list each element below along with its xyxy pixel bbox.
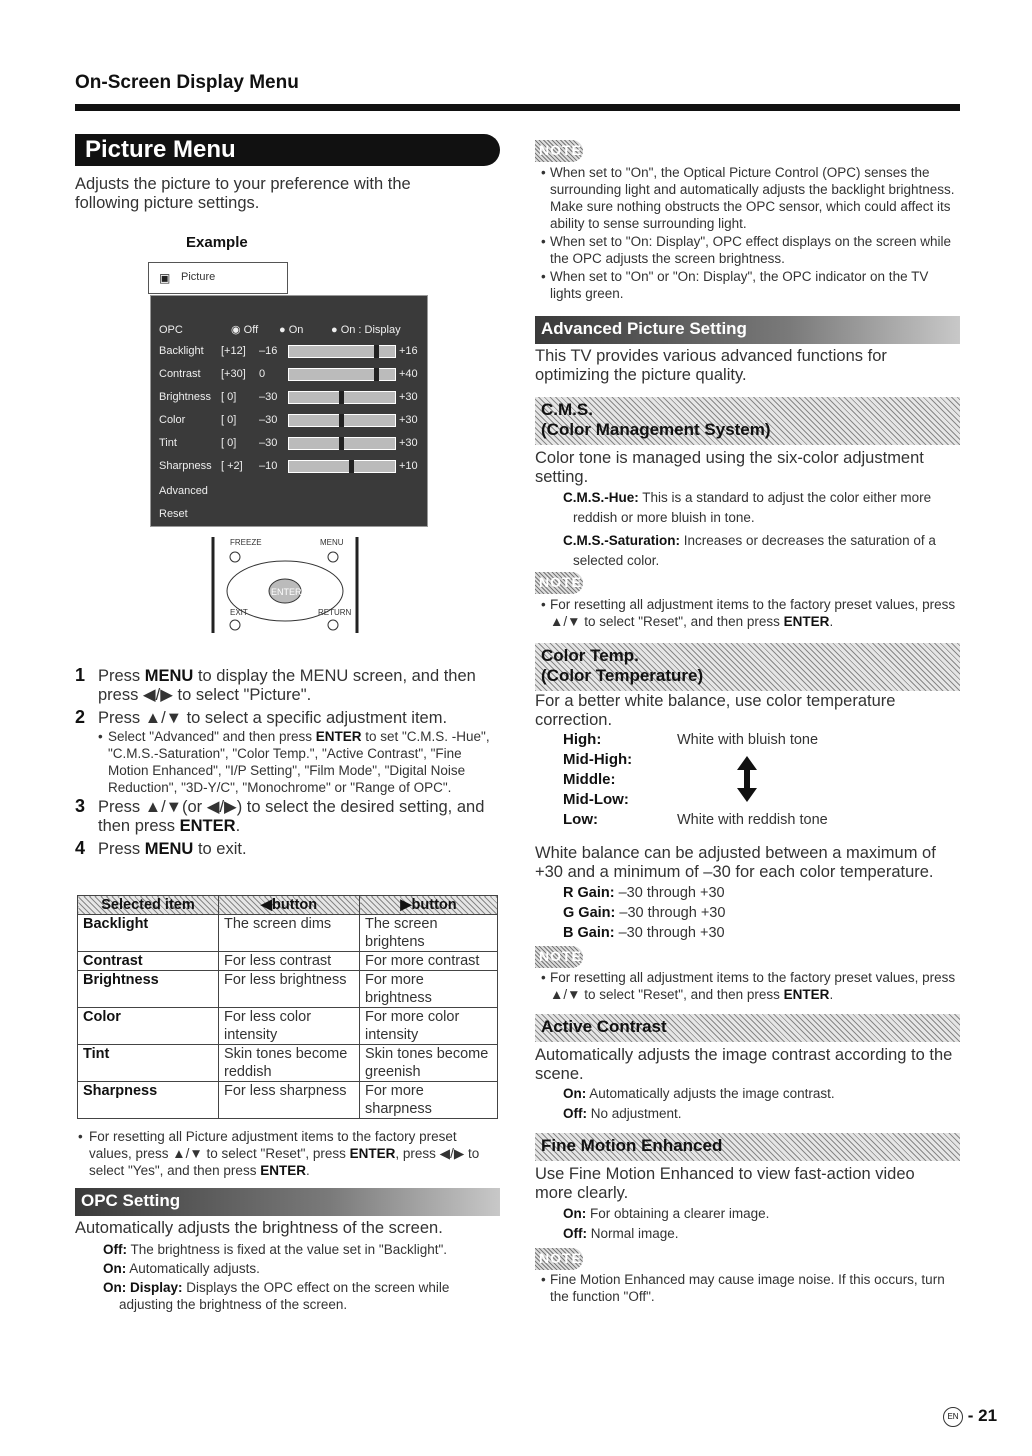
table-header-cell: ◀button [219,896,360,915]
remote-exit-label: EXIT [230,608,248,617]
osd-row-label: Tint [159,437,177,449]
color-temp-title: Color Temp. (Color Temperature) [541,646,704,685]
active-contrast-title: Active Contrast [541,1017,667,1036]
osd-slider [288,345,396,358]
osd-tab-label: Picture [181,271,216,283]
table-item-cell: Tint [78,1045,219,1082]
osd-row-label: Brightness [159,391,211,403]
step-2-sub: • Select "Advanced" and then press ENTER to set "C.M.S. -Hue", "C.M.S.-Saturation", "Color Temp.", "Active Contrast", "Fine Motion Enhanced", "I/P Setting", "Film Mode", "Digital Noise Reduction", "3D-Y/C", "Monochrome" or "Range of OPC". [98,729,490,795]
table-item-cell: Backlight [78,915,219,952]
tv-icon: ▣ [159,271,171,285]
table-header-row [78,896,498,915]
active-contrast-item: Off: No adjustment. [563,1106,682,1121]
active-contrast-items [563,1084,835,1124]
table-row [78,971,498,1008]
advanced-setting-banner [535,316,960,344]
cms-banner [535,397,960,445]
osd-row-max: +16 [399,345,418,357]
level-label: Low: [563,811,598,828]
osd-row-label: Backlight [159,345,204,357]
table-row [78,915,498,952]
fine-motion-item: Off: Normal image. [563,1226,679,1241]
slider-marker [349,460,354,473]
opc-item: Off: The brightness is fixed at the value set in "Backlight". [103,1242,448,1257]
fine-motion-title: Fine Motion Enhanced [541,1136,723,1155]
table-item-cell: Brightness [78,971,219,1008]
osd-row-max: +30 [399,437,418,449]
step-2: 2 Press ▲/▼ to select a specific adjustment item. [75,707,448,727]
radio-icon: ● [279,324,289,336]
osd-row-max: +30 [399,414,418,426]
table-cell: For less color intensity [219,1008,360,1045]
osd-row-min: –30 [259,391,278,403]
table-row [78,1008,498,1045]
cms-intro: Color tone is managed using the six-color adjustment setting. [535,449,924,486]
table-cell: For more brightness [360,971,498,1008]
opc-item: On: Automatically adjusts. [103,1261,260,1276]
osd-row-min: 0 [259,368,266,380]
osd-slider [288,437,396,450]
radio-icon: ● [331,324,341,336]
example-label: Example [186,234,248,251]
opc-item: On: Display: Displays the OPC effect on the screen while adjusting the brightness of the screen. [103,1280,450,1312]
gain-item: R Gain: –30 through +30 [563,885,725,901]
table-header-cell: ▶button [360,896,498,915]
step-3: 3 Press ▲/▼(or ◀/▶) to select the desired setting, and then press ENTER. [75,796,485,835]
page-header-title: On-Screen Display Menu [75,72,299,93]
steps-list [75,667,505,859]
picture-reset-note: • For resetting all Picture adjustment items to the factory preset values, press ▲/▼ to select "Reset", press ENTER, press ◀/▶ to select "Yes", and then press ENTER. [78,1129,480,1178]
fine-motion-note: • Fine Motion Enhanced may cause image noise. If this occurs, turn the function "Off". [550,1271,960,1305]
table-header-cell: Selected item [78,896,219,915]
osd-row-max: +40 [399,368,418,380]
picture-settings-table [77,895,498,1119]
osd-row-max: +10 [399,460,418,472]
note-item: • When set to "On", the Optical Picture Control (OPC) senses the surrounding light and automatically adjusts the backlight brightness. Make sure nothing obstructs the OPC sensor, which could affect its ability to sense surrounding light. [550,164,960,232]
slider-marker [339,391,344,404]
osd-reset: Reset [159,508,188,520]
osd-row-value: [ 0] [221,437,237,449]
cms-item: C.M.S.-Hue: This is a standard to adjust the color either more reddish or more bluish in tone. [563,490,932,525]
osd-row-label: Contrast [159,368,201,380]
color-temp-note: • For resetting all adjustment items to the factory preset values, press ▲/▼ to select "Reset", and then press ENTER. [541,970,956,1002]
note-item: • When set to "On: Display", OPC effect displays on the screen while the OPC adjusts the screen brightness. [550,233,960,267]
osd-slider [288,414,396,427]
remote-return-label: RETURN [318,608,352,617]
table-cell: Skin tones become greenish [360,1045,498,1082]
osd-slider [288,391,396,404]
double-arrow-icon [735,756,759,802]
picture-menu-intro: Adjusts the picture to your preference with the following picture settings. [75,175,411,212]
osd-opc-label: OPC [159,324,183,336]
osd-opc-off: ◉ Off [231,324,259,336]
active-contrast-item: On: Automatically adjusts the image contrast. [563,1086,835,1101]
osd-advanced: Advanced [159,485,208,497]
active-contrast-banner [535,1014,960,1042]
slider-marker [374,368,379,381]
opc-setting-items [103,1241,501,1313]
remote-control-illustration [205,535,365,635]
advanced-intro: This TV provides various advanced functions for optimizing the picture quality. [535,347,887,384]
picture-menu-banner [75,134,500,166]
color-temp-intro: For a better white balance, use color temperature correction. [535,692,896,729]
table-item-cell: Color [78,1008,219,1045]
fine-motion-intro: Use Fine Motion Enhanced to view fast-action video more clearly. [535,1165,915,1202]
osd-opc-on: ● On [279,324,304,336]
picture-menu-title: Picture Menu [85,136,236,163]
fine-motion-item: On: For obtaining a clearer image. [563,1206,770,1221]
osd-row-min: –16 [259,345,278,357]
page-number: EN - 21 [943,1406,997,1427]
table-cell: For more contrast [360,952,498,971]
fine-motion-banner [535,1133,960,1161]
osd-row-min: –30 [259,437,278,449]
gain-item: B Gain: –30 through +30 [563,925,725,941]
level-label: Mid-High: [563,751,633,768]
step-4: 4 Press MENU to exit. [75,838,247,858]
osd-row-value: [+30] [221,368,246,380]
cms-note: • For resetting all adjustment items to the factory preset values, press ▲/▼ to select "Reset", and then press ENTER. [541,597,956,629]
gain-items [563,883,725,943]
osd-menu-tab [148,262,288,294]
note-badge: NOTE [535,1248,583,1270]
osd-row-label: Sharpness [159,460,212,472]
osd-screen [150,295,428,527]
remote-menu-label: MENU [320,538,344,547]
table-cell: For less sharpness [219,1082,360,1119]
note-item: • When set to "On" or "On: Display", the OPC indicator on the TV lights green. [550,268,960,302]
white-balance-text: White balance can be adjusted between a maximum of +30 and a minimum of –30 for each color temperature. [535,844,936,881]
table-row [78,952,498,971]
osd-opc-on-display: ● On : Display [331,324,401,336]
opc-setting-intro: Automatically adjusts the brightness of the screen. [75,1219,443,1237]
gain-item: G Gain: –30 through +30 [563,905,726,921]
slider-marker [339,437,344,450]
level-label: Middle: [563,771,616,788]
level-label: High: [563,731,602,748]
osd-row-value: [ 0] [221,391,237,403]
slider-marker [374,345,379,358]
high-desc: White with bluish tone [677,732,819,748]
osd-row-value: [+12] [221,345,246,357]
table-cell: Skin tones become reddish [219,1045,360,1082]
note-badge: NOTE [535,140,583,162]
table-cell: The screen brightens [360,915,498,952]
table-item-cell: Contrast [78,952,219,971]
table-cell: For less contrast [219,952,360,971]
table-row [78,1045,498,1082]
table-cell: For more sharpness [360,1082,498,1119]
language-icon: EN [943,1407,963,1427]
radio-icon: ◉ [231,324,244,336]
fine-motion-items [563,1204,769,1244]
osd-row-value: [ +2] [221,460,243,472]
cms-item: C.M.S.-Saturation: Increases or decreases the saturation of a selected color. [563,533,936,568]
opc-setting-banner [75,1188,500,1216]
osd-slider [288,368,396,381]
table-cell: For less brightness [219,971,360,1008]
opc-notes [550,164,960,302]
table-item-cell: Sharpness [78,1082,219,1119]
color-temp-banner [535,643,960,691]
cms-items [563,488,960,571]
osd-slider [288,460,396,473]
table-cell: For more color intensity [360,1008,498,1045]
svg-text:ENTER: ENTER [271,587,302,597]
low-desc: White with reddish tone [677,812,828,828]
cms-title: C.M.S. (Color Management System) [541,400,771,439]
osd-row-label: Color [159,414,186,426]
slider-marker [339,414,344,427]
advanced-setting-title: Advanced Picture Setting [541,319,747,338]
opc-setting-title: OPC Setting [81,1191,181,1210]
osd-row-max: +30 [399,391,418,403]
active-contrast-intro: Automatically adjusts the image contrast according to the scene. [535,1046,953,1083]
osd-row-min: –10 [259,460,278,472]
step-1: 1 Press MENU to display the MENU screen, and then press ◀/▶ to select "Picture". [75,665,476,704]
osd-row-value: [ 0] [221,414,237,426]
remote-freeze-label: FREEZE [230,538,262,547]
header-rule [75,104,960,111]
note-badge: NOTE [535,946,583,968]
note-badge: NOTE [535,572,583,594]
osd-row-min: –30 [259,414,278,426]
table-cell: The screen dims [219,915,360,952]
table-row [78,1082,498,1119]
level-label: Mid-Low: [563,791,629,808]
